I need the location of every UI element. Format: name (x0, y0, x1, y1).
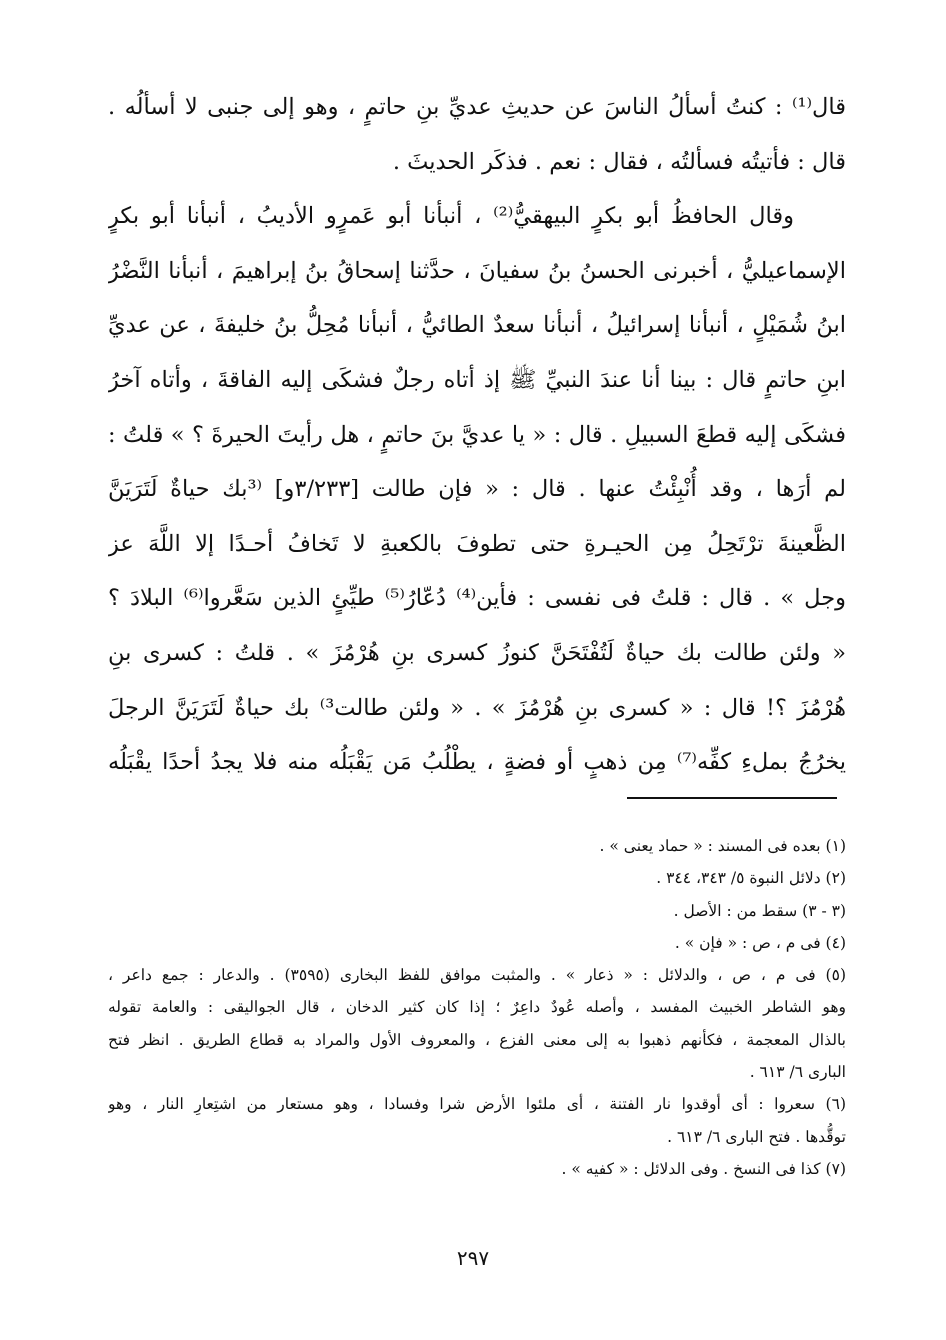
footnote-line: (٧) كذا فى النسخ . وفى الدلائل : « كفيه » . (561, 1159, 846, 1178)
text-line: فشكَى إليه قطعَ السبيلِ . قال : « يا عديَّ بنَ حاتمٍ ، هل رأيتَ الحيرةَ ؟ » قلتُ : (108, 421, 846, 448)
footnote-line: (٦) سعروا : أى أوقدوا نار الفتنة ، أى ملئوا الأرض شرا وفسادا ، وهو مستعار من اشتِعارِ النار ، وهو (108, 1095, 846, 1114)
footnote-line: (٢) دلائل النبوة ٥/ ٣٤٣، ٣٤٤ . (656, 869, 846, 888)
text-line: لم أرَها ، وقد أُنْبِئْتُ عنها . قال : « فإن طالت [٣/٢٣٣و] ⁽³بك حياةٌ لَتَرَيَنَّ (108, 476, 846, 503)
text-line: هُرْمُزَ ؟! قال : « كسرى بنِ هُرْمُزَ » . « ولئن طالت³⁾ بك حياةٌ لَتَرَيَنَّ الرجلَ (108, 694, 846, 721)
footnote-line: بالذال المعجمة ، فكأنهم ذهبوا به إلى معنى الفزع ، والمعروف الأول والمراد به قطاع الطريق . انظر فتح (108, 1030, 846, 1049)
footnote-line: (١) بعده فى المسند : « حماد يعنى » . (599, 837, 846, 855)
footnote-line: وهو الشاطر الخبيث المفسد ، وأصله عُودٌ داعِرٌ ؛ إذا كان كثير الدخان ، قال الجواليقى : والعامة تقوله (108, 998, 846, 1017)
text-line: « ولئن طالت بك حياةٌ لَتُفْتَحَنَّ كنوزُ كسرى بنِ هُرْمُزَ » . قلتُ : كسرى بنِ (108, 639, 846, 666)
text-line: الإسماعيليُّ ، أخبرنى الحسنُ بنُ سفيانَ ، حدَّثنا إسحاقُ بنُ إبراهيمَ ، أنبأنا النَّضْرُ (108, 257, 846, 284)
text-line: قال : فأتيتُه فسألتُه ، فقال : نعم . فذكَر الحديثَ . (392, 148, 846, 175)
footnote-line: (٤) فى م ، ص : « فإن » . (674, 933, 846, 952)
text-line: ابنُ شُمَيْلٍ ، أنبأنا إسرائيلُ ، أنبأنا سعدٌ الطائيُّ ، أنبأنا مُحِلُّ بنُ خليفةَ ، عن عديِّ (108, 312, 846, 339)
text-line: يخرُجُ بملءِ كفِّه⁽⁷⁾ مِن ذهبٍ أو فضةٍ ، يطْلُبُ مَن يَقْبَلُه منه فلا يجدُ أحدًا يقْبَلُه (108, 749, 846, 776)
footnote-divider (627, 797, 837, 799)
footnote-line: (٣ - ٣) سقط من : الأصل . (673, 901, 846, 920)
text-line: قال⁽¹⁾ : كنتُ أسألُ الناسَ عن حديثِ عديِّ بنِ حاتمٍ ، وهو إلى جنبى لا أسألُه . (108, 94, 846, 120)
footnote-line: (٥) فى م ، ص ، والدلائل : « ذعار » . والمثبت موافق للفظ البخارى (٣٥٩٥) . والدعار : جمع داعر ، (108, 966, 846, 985)
footnote-line: توقُّدها . فتح البارى ٦/ ٦١٣ . (667, 1127, 846, 1146)
page-number: ٢٩٧ (456, 1246, 490, 1270)
footnotes (108, 830, 846, 1185)
text-line: وجل » . قال : قلتُ فى نفسى : فأين⁽⁴⁾ دُعّارُ⁽⁵⁾ طيِّئٍ الذين سَعَّروا⁽⁶⁾ البلادَ ؟ (108, 585, 846, 612)
text-line: وقال الحافظُ أبو بكرٍ البيهقيُّ⁽²⁾ ، أنبأنا أبو عَمرٍو الأديبُ ، أنبأنا أبو بكرٍ (108, 203, 794, 230)
text-line: الظَّعينةَ ترْتَحِلُ مِن الحيـرةِ حتى تطوفَ بالكعبةِ لا تَخافُ أحـدًا إلا اللَّهَ عز (108, 530, 846, 557)
footnote-line: البارى ٦/ ٦١٣ . (749, 1063, 846, 1082)
text-line: ابنِ حاتمٍ قال : بينا أنا عندَ النبيِّ ﷺ إذ أتاه رجلٌ فشكَى إليه الفاقةَ ، وأتاه آخرُ (108, 366, 846, 393)
main-text (108, 80, 846, 790)
